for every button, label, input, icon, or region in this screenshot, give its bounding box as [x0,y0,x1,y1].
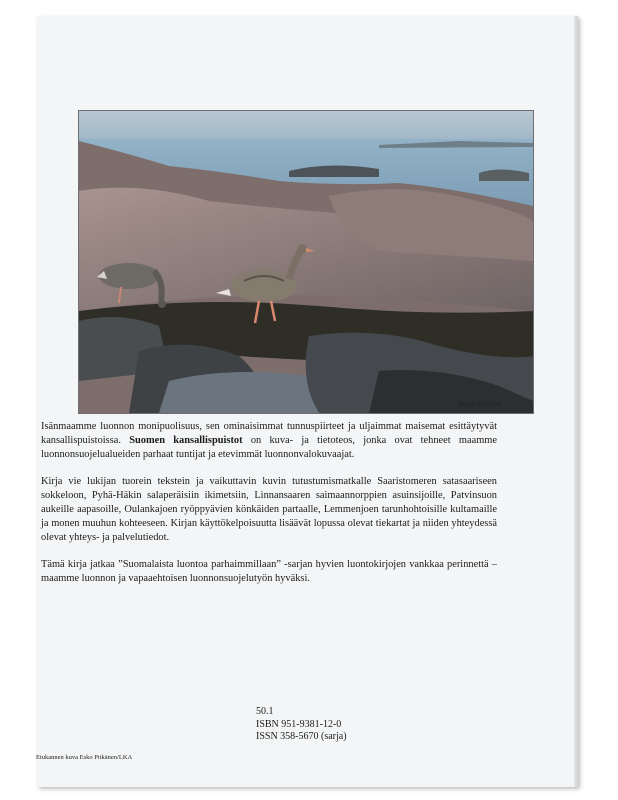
sky [79,111,533,141]
class-number: 50.1 [256,706,274,717]
publication-codes [216,706,347,744]
photo-credit: Seppo Keränen [458,400,501,408]
front-cover-credit: Etukannen kuva Esko Pitkänen/LKA [36,754,133,761]
paragraph-2: Kirja vie lukijan tuorein tekstein ja vaikuttavin kuvin tutustumismatkalle Saaristomeren satasaariseen sokkeloon, Pyhä-Häkin salaperäisiin ikimetsiin, Linnansaaren saimaannorppien asuinsijoille, Patvinsuon aukeille aapasoille, Oulankajoen ryöppyävien könkäiden partaalle, Lemmenjoen tarunhohtoisille kultamaille ja monen muuhun kohteeseen. Kirjan käyttökelpoisuutta lisäävät lopussa olevat tiekartat ja niiden yhteydessä olevat yhteys- ja palvelutiedot. [41,475,497,544]
photo-illustration [79,111,533,413]
isbn: ISBN 951-9381-12-0 [256,718,342,730]
cover-photo-geese-on-rocks [78,110,534,414]
paragraph-1-lead: Isänmaamme luonnon monipuolisuus, sen ominaisimmat tunnuspiirteet ja uljaimmat maisemat esittäytyvät kansallispuistoissa. [41,421,497,447]
paragraph-1 [41,420,497,463]
book-title-bold: Suomen kansallispuistot [129,435,243,447]
description-text [41,420,497,598]
issn: ISSN 358-5670 (sarja) [256,731,347,743]
paragraph-1-rest: on kuva- ja tietoteos, jonka ovat tehneet maamme luonnonsuojelualueiden parhaat tuntijat ja etevimmät luonnonvalokuvaajat. [41,435,498,461]
paragraph-3: Tämä kirja jatkaa ”Suomalaista luontoa parhaimmillaan” -sarjan hyvien luontokirjojen vankkaa perinnettä – maamme luonnon ja vapaaehtoisen luonnonsuojelutyön hyväksi. [41,558,497,584]
cover-edge [574,16,578,787]
